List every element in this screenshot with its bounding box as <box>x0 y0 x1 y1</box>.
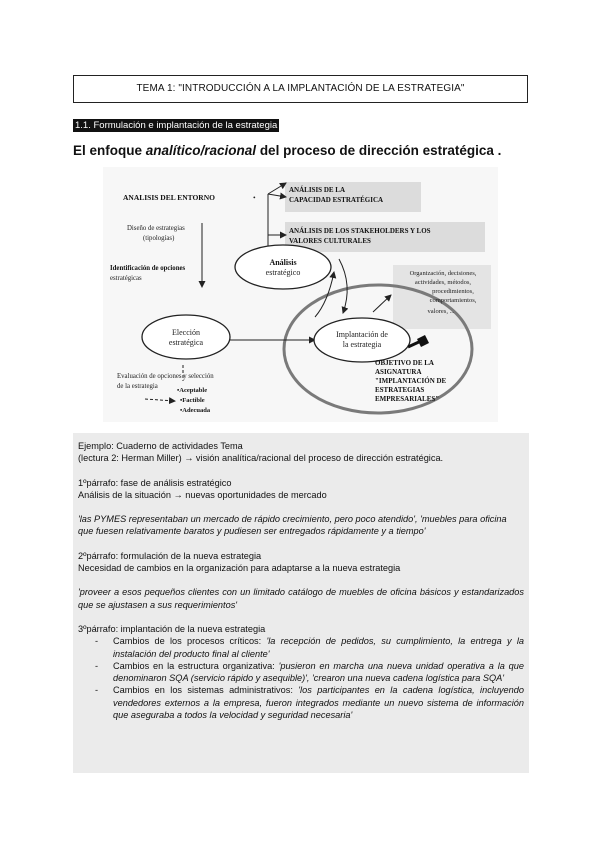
evaluacion-label-2: de la estrategia <box>117 383 158 390</box>
eleccion-label-1: Elección <box>172 328 200 337</box>
eleccion-estrategica-node <box>142 315 230 359</box>
analisis-estrategico-node <box>235 245 331 289</box>
criterio-aceptable: •Aceptable <box>177 387 208 394</box>
objetivo-label-1: OBJETIVO DE LA <box>375 359 434 367</box>
list-item-lead: Cambios en los sistemas administrativos: <box>113 685 299 696</box>
org-label-5: valores, ... <box>427 308 455 315</box>
strategy-process-diagram <box>103 167 498 422</box>
stakeholders-label-1: ANÁLISIS DE LOS STAKEHOLDERS Y LOS <box>289 227 431 235</box>
org-label-1: Organización, decisiones, <box>409 270 477 277</box>
heading-text-emphasis: analítico/racional <box>145 143 257 158</box>
paragraph-2-text: Necesidad de cambios en la organización para adaptarse a la nueva estrategia <box>78 563 401 574</box>
example-line-1: Ejemplo: Cuaderno de actividades Tema <box>78 441 243 451</box>
list-item: - Cambios de los procesos críticos: 'la recepción de pedidos, su cumplimiento, la entrega y la instalación del producto final al cliente' <box>95 636 524 659</box>
paragraph-1-text: Análisis de la situación → nuevas oportunidades de mercado <box>78 489 327 500</box>
list-item-quote: 'la recepción de pedidos, su cumplimiento, la entrega y la instalación del producto final al cliente' <box>113 636 524 659</box>
paragraph-1-title: 1ºpárrafo: fase de análisis estratégico <box>78 477 232 488</box>
criterio-factible: •Factible <box>180 397 205 404</box>
capacidad-label-1: ANÁLISIS DE LA <box>289 186 346 194</box>
list-item-lead: Cambios en la estructura organizativa: <box>113 660 279 671</box>
objetivo-label-5: EMPRESARIALES" <box>375 395 440 403</box>
org-label-3: procedimientos, <box>432 288 474 295</box>
evaluacion-label-1: Evaluación de opciones y selección <box>117 373 214 380</box>
eleccion-label-2: estratégica <box>168 338 204 347</box>
main-heading <box>73 143 501 158</box>
svg-text:•: • <box>253 193 256 202</box>
org-label-2: actividades, métodos, <box>414 279 472 286</box>
section-heading: 1.1. Formulación e implantación de la estrategia <box>75 120 278 131</box>
list-item-quote: 'pusieron en marcha una nueva unidad operativa a la que denominaron SQA (servicio rápido y asequible)', 'crearon una nueva cadena logística para SQA' <box>113 660 524 684</box>
implementation-changes-list <box>78 635 524 721</box>
heading-text-post: del proceso de dirección estratégica . <box>256 143 502 158</box>
capacidad-label-2: CAPACIDAD ESTRATÉGICA <box>289 196 384 204</box>
criterio-adecuada: •Adecuada <box>180 407 211 414</box>
document-title: TEMA 1: "INTRODUCCIÓN A LA IMPLANTACIÓN DE LA ESTRATEGIA" <box>136 83 465 94</box>
list-item-lead: Cambios de los procesos críticos: <box>113 636 267 647</box>
heading-text-pre: El enfoque <box>73 143 146 158</box>
analisis-label-2: estratégico <box>265 268 301 277</box>
org-label-4: comportamientos, <box>429 297 477 304</box>
stakeholders-label-2: VALORES CULTURALES <box>289 237 371 245</box>
paragraph-2-title: 2ºpárrafo: formulación de la nueva estrategia <box>78 550 262 561</box>
identificacion-label-1: Identificación de opciones <box>110 265 186 272</box>
objetivo-label-2: ASIGNATURA <box>375 368 422 376</box>
diseno-label-1: Diseño de estrategias <box>127 225 185 232</box>
paragraph-3-title: 3ºpárrafo: implantación de la nueva estrategia <box>78 623 266 634</box>
objetivo-label-3: "IMPLANTACIÓN DE <box>375 377 447 385</box>
example-notes-box <box>73 433 529 773</box>
diseno-label-2: (tipologías) <box>143 235 175 242</box>
list-item: - Cambios en los sistemas administrativos: 'los participantes en la cadena logística, incluyendo vendedores externos a la empresa, fueron integrados mediante un nuevo sistema de información que aseguraba a todos la velocidad y seguridad necesaria' <box>95 685 524 721</box>
analisis-entorno-label: ANALISIS DEL ENTORNO <box>123 193 215 202</box>
list-item: - Cambios en la estructura organizativa: 'pusieron en marcha una nueva unidad operativa a la que denominaron SQA (servicio rápido y asequible)', 'crearon una nueva cadena logística para SQA' <box>95 660 524 684</box>
objetivo-label-4: ESTRATEGIAS <box>375 386 425 394</box>
paragraph-1-quote: 'las PYMES representaban un mercado de rápido crecimiento, pero poco atendido', 'muebles para oficina que fuesen relativamente baratos y pudiesen ser entregados rápidamente y a tiempo' <box>78 514 507 537</box>
implantacion-label-1: Implantación de <box>336 330 388 339</box>
implantacion-label-2: la estrategia <box>342 340 382 349</box>
document-title-box <box>73 75 528 103</box>
example-line-2: (lectura 2: Herman Miller) → visión analítica/racional del proceso de dirección estratégica. <box>78 453 444 464</box>
paragraph-2-quote: 'proveer a esos pequeños clientes con un limitado catálogo de muebles de oficina básicos y estandarizados que se ajustasen a sus requerimientos' <box>78 587 524 610</box>
analisis-label-1: Análisis <box>269 258 297 267</box>
identificacion-label-2: estratégicas <box>110 275 142 282</box>
list-item-quote: 'los participantes en la cadena logística, incluyendo vendedores externos a la empresa, fueron integrados mediante un nuevo sistema de información que aseguraba a todos la velocidad y seguridad necesaria' <box>113 685 524 721</box>
